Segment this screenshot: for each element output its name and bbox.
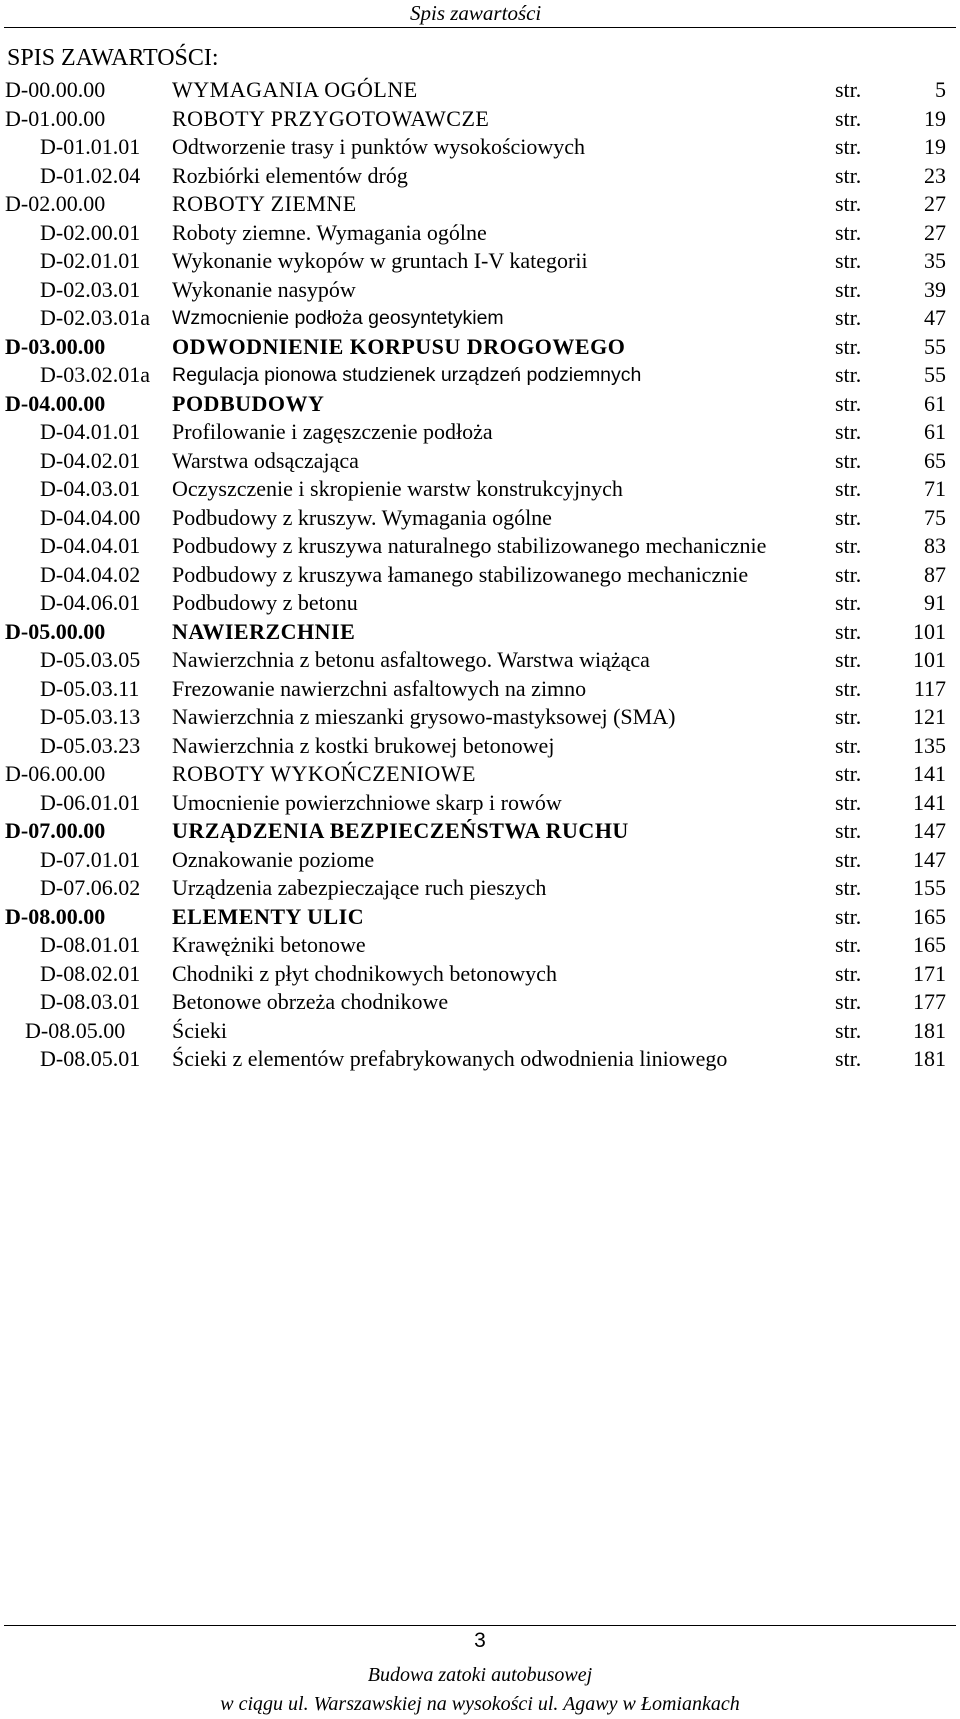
toc-entry-str-label: str. (835, 647, 862, 672)
toc-entry-page: 83 (924, 533, 946, 558)
toc-entry-title: WYMAGANIA OGÓLNE (172, 77, 418, 102)
toc-entry-str-label: str. (835, 561, 862, 587)
toc-entry-str-label: str. (835, 1017, 862, 1043)
toc-entry-code: D-05.03.23 (40, 732, 141, 758)
toc-entry-title: Profilowanie i zagęszczenie podłoża (172, 419, 493, 444)
toc-entry[interactable] (0, 960, 960, 989)
toc-entry-str-label: str. (835, 761, 862, 786)
toc-entry-title: Frezowanie nawierzchni asfaltowych na zimno (172, 675, 587, 701)
toc-entry-str-label: str. (835, 618, 862, 644)
toc-entry-title: ROBOTY WYKOŃCZENIOWE (172, 761, 476, 786)
toc-entry-code: D-06.00.00 (5, 761, 106, 786)
toc-entry-code: D-02.00.00 (5, 191, 106, 216)
toc-entry-code: D-04.02.01 (40, 447, 141, 473)
toc-entry-title: Wykonanie wykopów w gruntach I-V kategorii (172, 248, 588, 273)
toc-entry-page: 19 (924, 105, 946, 131)
running-header-title: Spis zawartości (410, 1, 542, 25)
toc-entry-str-label: str. (835, 447, 862, 473)
toc-entry-str-label: str. (835, 134, 862, 159)
toc-entry[interactable] (0, 561, 960, 590)
toc-entry[interactable] (0, 304, 960, 333)
toc-entry[interactable] (0, 133, 960, 162)
toc-entry-str-label: str. (835, 846, 862, 872)
toc-entry-page: 39 (924, 276, 946, 302)
toc-entry-code: D-04.03.01 (40, 476, 141, 501)
toc-title: SPIS ZAWARTOŚCI: (7, 45, 219, 71)
toc-entry-code: D-04.00.00 (5, 390, 106, 416)
toc-entry-page: 75 (924, 504, 946, 530)
toc-entry-page: 65 (924, 447, 946, 473)
toc-entry-code: D-08.00.00 (5, 903, 106, 929)
toc-entry[interactable] (0, 532, 960, 561)
toc-entry-page: 121 (913, 704, 946, 729)
toc-entry-code: D-04.04.02 (40, 561, 141, 587)
toc-entry-str-label: str. (835, 276, 862, 302)
toc-entry-page: 55 (924, 362, 946, 387)
toc-entry-title: Krawężniki betonowe (172, 932, 366, 957)
toc-entry-str-label: str. (835, 989, 862, 1014)
toc-entry-page: 101 (913, 647, 946, 672)
toc-entry-title: Roboty ziemne. Wymagania ogólne (172, 219, 487, 245)
toc-entry-page: 23 (924, 162, 946, 188)
toc-entry[interactable] (0, 903, 960, 932)
toc-entry[interactable] (0, 475, 960, 504)
toc-entry[interactable] (0, 703, 960, 732)
toc-entry-page: 87 (924, 561, 946, 587)
toc-entry-title: Ścieki z elementów prefabrykowanych odwodnienia liniowego (172, 1046, 728, 1071)
toc-entry-title: Urządzenia zabezpieczające ruch pieszych (172, 875, 547, 900)
toc-entry-title: Podbudowy z kruszywa naturalnego stabilizowanego mechanicznie (172, 533, 767, 558)
toc-entry-str-label: str. (835, 590, 862, 615)
toc-entry-title: Chodniki z płyt chodnikowych betonowych (172, 960, 557, 986)
toc-entry-title: Umocnienie powierzchniowe skarp i rowów (172, 789, 562, 815)
toc-entry[interactable] (0, 646, 960, 675)
toc-entry-str-label: str. (835, 476, 862, 501)
toc-entry-page: 101 (913, 618, 946, 644)
toc-entry-str-label: str. (835, 704, 862, 729)
toc-entry-str-label: str. (835, 248, 862, 273)
toc-entry-str-label: str. (835, 818, 862, 843)
toc-entry-title: Oczyszczenie i skropienie warstw konstrukcyjnych (172, 476, 623, 501)
toc-entry[interactable] (0, 1017, 960, 1046)
toc-entry[interactable] (0, 817, 960, 846)
toc-entry-title: URZĄDZENIA BEZPIECZEŃSTWA RUCHU (172, 818, 629, 843)
toc-entry-title: NAWIERZCHNIE (172, 618, 356, 644)
toc-entry-page: 35 (924, 248, 946, 273)
toc-entry-title: Ścieki (172, 1017, 227, 1043)
toc-entry-code: D-08.02.01 (40, 960, 141, 986)
toc-entry-str-label: str. (835, 105, 862, 131)
toc-entry-page: 27 (924, 219, 946, 245)
toc-entry-str-label: str. (835, 675, 862, 701)
toc-entry-code: D-03.00.00 (5, 333, 106, 359)
toc-entry-str-label: str. (835, 390, 862, 416)
toc-entry[interactable] (0, 333, 960, 362)
toc-entry[interactable] (0, 846, 960, 875)
toc-entry-page: 91 (924, 590, 946, 615)
toc-entry[interactable] (0, 361, 960, 390)
toc-entry[interactable] (0, 760, 960, 789)
toc-entry-code: D-07.00.00 (5, 818, 106, 843)
toc-entry-str-label: str. (835, 219, 862, 245)
running-header (0, 0, 960, 30)
toc-entry-str-label: str. (835, 191, 862, 216)
toc-entry[interactable] (0, 618, 960, 647)
toc-entry-title: Wykonanie nasypów (172, 276, 356, 302)
toc-entry-str-label: str. (835, 305, 862, 330)
toc-entry-page: 61 (924, 390, 946, 416)
toc-entry-code: D-04.04.00 (40, 504, 141, 530)
toc-entry-code: D-02.00.01 (40, 219, 141, 245)
toc-entry-page: 47 (924, 305, 946, 330)
toc-entry-code: D-07.01.01 (40, 846, 141, 872)
toc-entry-code: D-03.02.01a (40, 362, 150, 387)
toc-entry[interactable] (0, 247, 960, 276)
toc-entry-page: 165 (913, 932, 946, 957)
toc-entry-title: Betonowe obrzeża chodnikowe (172, 989, 449, 1014)
toc-entry-page: 177 (913, 989, 946, 1014)
toc-entry-code: D-05.03.05 (40, 647, 141, 672)
toc-entry[interactable] (0, 675, 960, 704)
toc-entry-page: 71 (924, 476, 946, 501)
toc-entry-code: D-02.03.01a (40, 305, 150, 330)
toc-entry-str-label: str. (835, 732, 862, 758)
toc-entry[interactable] (0, 589, 960, 618)
toc-entry-code: D-01.02.04 (40, 162, 141, 188)
toc-entry[interactable] (0, 988, 960, 1017)
toc-entry[interactable] (0, 390, 960, 419)
toc-entry-code: D-05.03.11 (40, 675, 140, 701)
toc-entry-str-label: str. (835, 875, 862, 900)
toc-entry[interactable] (0, 789, 960, 818)
table-of-contents (0, 76, 960, 1074)
toc-entry-str-label: str. (835, 1046, 862, 1071)
toc-entry-str-label: str. (835, 419, 862, 444)
toc-entry-code: D-05.00.00 (5, 618, 106, 644)
footer-project-title: Budowa zatoki autobusowej (367, 1664, 593, 1686)
toc-entry-page: 171 (913, 960, 946, 986)
toc-entry-page: 141 (913, 761, 946, 786)
footer-project-location: w ciągu ul. Warszawskiej na wysokości ul. Agawy w Łomiankach (220, 1693, 740, 1715)
toc-entry-str-label: str. (835, 533, 862, 558)
toc-entry-str-label: str. (835, 903, 862, 929)
toc-entry-str-label: str. (835, 932, 862, 957)
toc-entry-title: Oznakowanie poziome (172, 846, 375, 872)
toc-entry-code: D-08.05.01 (40, 1046, 141, 1071)
toc-entry-page: 181 (913, 1017, 946, 1043)
toc-entry-code: D-01.01.01 (40, 134, 141, 159)
toc-entry[interactable] (0, 874, 960, 903)
toc-entry-code: D-08.01.01 (40, 932, 141, 957)
toc-entry-code: D-05.03.13 (40, 704, 141, 729)
toc-entry[interactable] (0, 1045, 960, 1074)
toc-entry-page: 55 (924, 333, 946, 359)
toc-entry-title: Wzmocnienie podłoża geosyntetykiem (172, 307, 504, 329)
toc-entry-title: Nawierzchnia z kostki brukowej betonowej (172, 732, 555, 758)
toc-entry[interactable] (0, 447, 960, 476)
toc-entry-title: Podbudowy z kruszyw. Wymagania ogólne (172, 504, 552, 530)
toc-entry[interactable] (0, 931, 960, 960)
toc-entry-code: D-02.03.01 (40, 276, 141, 302)
toc-entry-title: ROBOTY PRZYGOTOWAWCZE (172, 105, 490, 131)
toc-entry-str-label: str. (835, 77, 862, 102)
toc-entry-title: Odtworzenie trasy i punktów wysokościowych (172, 134, 586, 159)
toc-entry-code: D-08.05.00 (25, 1017, 126, 1043)
toc-entry-page: 181 (913, 1046, 946, 1071)
toc-entry-code: D-06.01.01 (40, 789, 141, 815)
toc-entry[interactable] (0, 190, 960, 219)
toc-entry[interactable] (0, 105, 960, 134)
toc-entry-title: ELEMENTY ULIC (172, 903, 365, 929)
toc-entry-title: ODWODNIENIE KORPUSU DROGOWEGO (172, 333, 626, 359)
toc-entry-page: 155 (913, 875, 946, 900)
toc-entry-title: Nawierzchnia z mieszanki grysowo-mastyksowej (SMA) (172, 704, 676, 729)
toc-entry-title: PODBUDOWY (172, 390, 325, 416)
toc-entry[interactable] (0, 162, 960, 191)
footer-rule (4, 1625, 956, 1626)
toc-entry-page: 147 (913, 818, 946, 843)
toc-entry-page: 147 (913, 846, 946, 872)
toc-entry-page: 27 (924, 191, 946, 216)
toc-entry-page: 61 (924, 419, 946, 444)
toc-entry-title: Podbudowy z betonu (172, 590, 358, 615)
toc-entry-title: Warstwa odsączająca (172, 447, 359, 473)
toc-entry-str-label: str. (835, 162, 862, 188)
toc-entry[interactable] (0, 732, 960, 761)
toc-entry-code: D-04.04.01 (40, 533, 141, 558)
toc-entry-code: D-07.06.02 (40, 875, 141, 900)
toc-entry-page: 5 (935, 77, 946, 102)
toc-entry[interactable] (0, 219, 960, 248)
toc-entry-code: D-00.00.00 (5, 77, 106, 102)
toc-entry[interactable] (0, 276, 960, 305)
toc-entry-code: D-04.06.01 (40, 590, 141, 615)
toc-entry-str-label: str. (835, 789, 862, 815)
toc-entry[interactable] (0, 418, 960, 447)
toc-entry-title: Rozbiórki elementów dróg (172, 162, 408, 188)
header-rule (4, 27, 956, 28)
toc-entry-title: Nawierzchnia z betonu asfaltowego. Warstwa wiążąca (172, 647, 650, 672)
toc-entry-code: D-04.01.01 (40, 419, 141, 444)
toc-entry-title: Regulacja pionowa studzienek urządzeń podziemnych (172, 364, 642, 386)
toc-entry-title: ROBOTY ZIEMNE (172, 191, 357, 216)
toc-entry-page: 165 (913, 903, 946, 929)
page-number: 3 (474, 1629, 486, 1652)
toc-entry[interactable] (0, 504, 960, 533)
toc-entry-page: 19 (924, 134, 946, 159)
toc-entry-code: D-02.01.01 (40, 248, 141, 273)
toc-entry-page: 135 (913, 732, 946, 758)
toc-entry-str-label: str. (835, 333, 862, 359)
toc-entry-str-label: str. (835, 960, 862, 986)
toc-entry-code: D-08.03.01 (40, 989, 141, 1014)
toc-entry-str-label: str. (835, 504, 862, 530)
toc-entry-page: 141 (913, 789, 946, 815)
toc-entry[interactable] (0, 76, 960, 105)
toc-entry-code: D-01.00.00 (5, 105, 106, 131)
toc-entry-page: 117 (913, 675, 946, 701)
toc-entry-title: Podbudowy z kruszywa łamanego stabilizowanego mechanicznie (172, 561, 749, 587)
toc-entry-str-label: str. (835, 362, 862, 387)
